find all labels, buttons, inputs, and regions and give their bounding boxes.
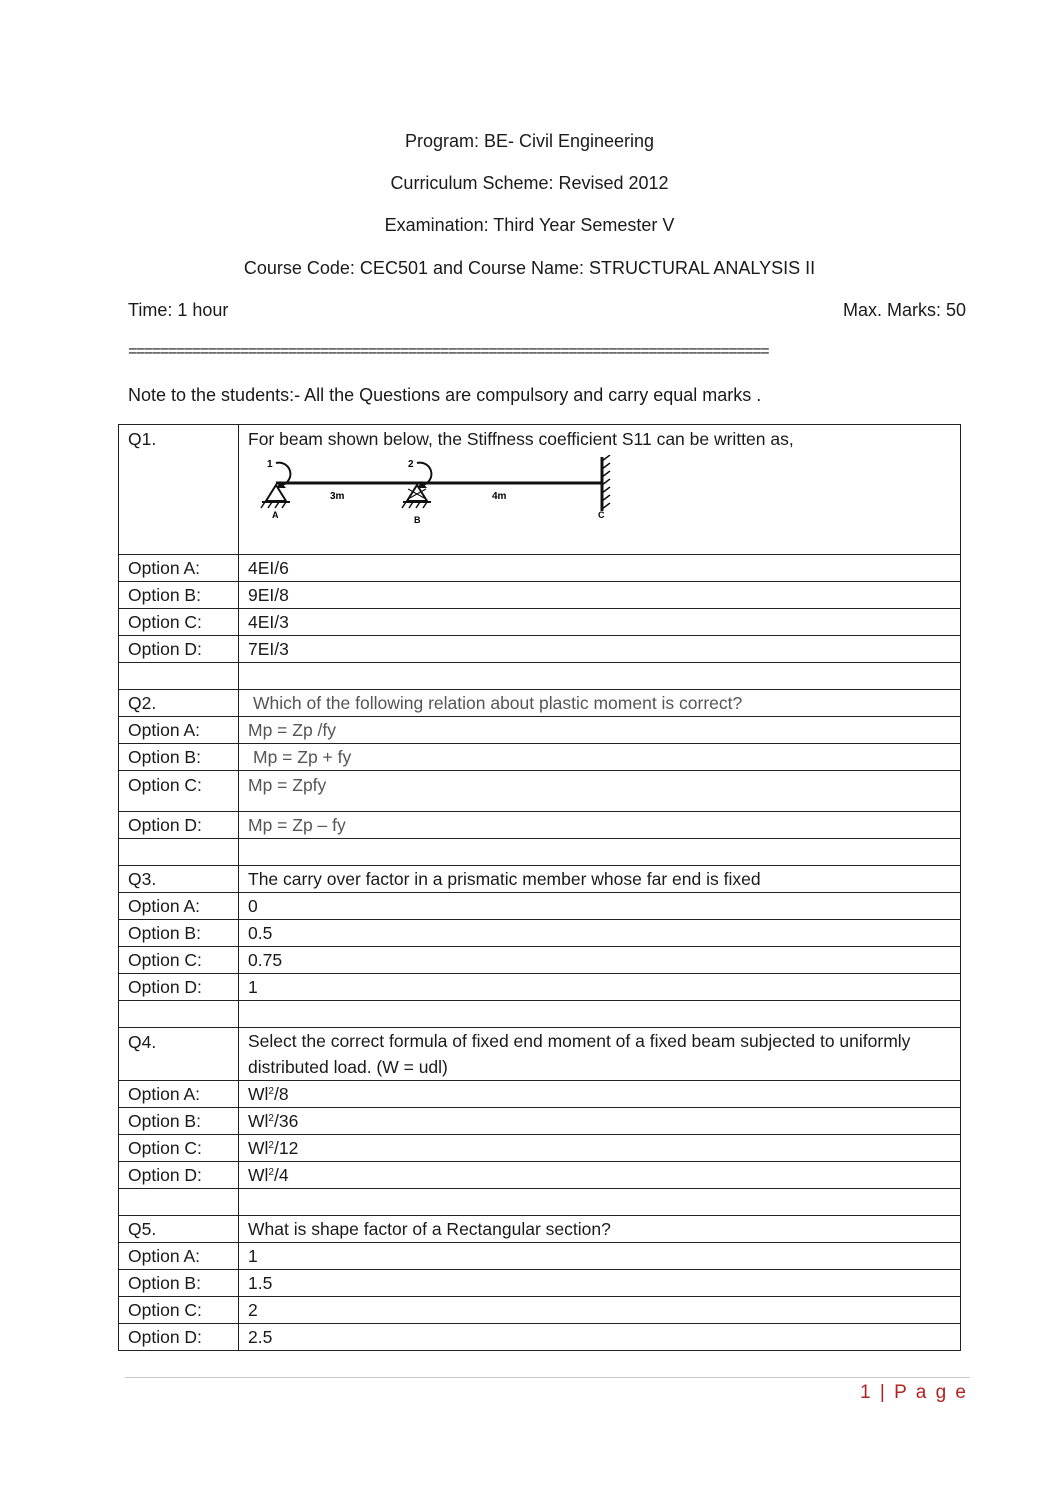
option-value: 1.5: [239, 1270, 961, 1297]
option-row: [119, 582, 961, 609]
question-label: Q3.: [119, 866, 239, 893]
option-value: 4EI/3: [239, 609, 961, 636]
option-label: Option C:: [119, 1135, 239, 1162]
footer-divider: [125, 1377, 970, 1378]
examination-line: Examination: Third Year Semester V: [384, 215, 675, 235]
separator-rule: ================================================================================: [128, 343, 769, 361]
option-row: [119, 947, 961, 974]
support-label-b: B: [414, 515, 421, 525]
question-row-q5: [119, 1216, 961, 1243]
option-row: [119, 717, 961, 744]
option-label: Option B:: [119, 920, 239, 947]
option-value: 9EI/8: [239, 582, 961, 609]
option-row: [119, 555, 961, 582]
question-text: For beam shown below, the Stiffness coefficient S11 can be written as,: [248, 429, 794, 449]
support-label-a: A: [272, 510, 279, 520]
option-row: [119, 1081, 961, 1108]
question-label: Q1.: [119, 425, 239, 555]
max-marks-label: Max. Marks: 50: [842, 300, 966, 320]
option-row: [119, 974, 961, 1001]
option-value: 4EI/6: [239, 555, 961, 582]
support-label-c: C: [598, 510, 605, 520]
question-table: [118, 424, 961, 1351]
question-row-q4: [119, 1028, 961, 1081]
option-label: Option A:: [119, 1081, 239, 1108]
option-label: Option B:: [119, 1108, 239, 1135]
question-row-q2: [119, 690, 961, 717]
option-value: Wl$^2$/12: [239, 1135, 961, 1162]
page-word: P a g e: [894, 1382, 968, 1403]
option-row: [119, 636, 961, 663]
option-label: Option B:: [119, 582, 239, 609]
option-row: [119, 920, 961, 947]
node-label-2: 2: [408, 459, 414, 470]
beam-diagram: [252, 455, 632, 535]
option-label: Option B:: [119, 1270, 239, 1297]
option-label: Option A:: [119, 717, 239, 744]
option-label: Option D:: [119, 1162, 239, 1189]
option-value: Mp = Zp /fy: [239, 717, 961, 744]
option-label: Option C:: [119, 1297, 239, 1324]
span-label-ab: 3m: [330, 491, 345, 502]
option-label: Option B:: [119, 744, 239, 771]
spacer-row: [119, 1001, 961, 1028]
option-label: Option D:: [119, 812, 239, 839]
option-value: Mp = Zp – fy: [239, 812, 961, 839]
option-row: [119, 1162, 961, 1189]
option-label: Option C:: [119, 609, 239, 636]
option-row: [119, 1270, 961, 1297]
question-row-q3: [119, 866, 961, 893]
question-text: The carry over factor in a prismatic member whose far end is fixed: [239, 866, 961, 893]
page-footer: [700, 1382, 968, 1404]
option-label: Option D:: [119, 974, 239, 1001]
option-row: [119, 893, 961, 920]
option-label: Option C:: [119, 947, 239, 974]
option-value: 0.5: [239, 920, 961, 947]
option-row: [119, 1324, 961, 1351]
page-number: 1: [860, 1382, 873, 1403]
question-label: Q4.: [119, 1028, 239, 1081]
spacer-row: [119, 1189, 961, 1216]
option-row: [119, 1243, 961, 1270]
option-value: 1: [239, 974, 961, 1001]
beam-figure: [252, 455, 960, 535]
option-label: Option D:: [119, 1324, 239, 1351]
question-label: Q2.: [119, 690, 239, 717]
spacer-row: [119, 839, 961, 866]
option-row: [119, 1108, 961, 1135]
option-row: [119, 1297, 961, 1324]
option-label: Option A:: [119, 555, 239, 582]
course-line: Course Code: CEC501 and Course Name: STRUCTURAL ANALYSIS II: [243, 258, 816, 278]
curriculum-scheme-line: Curriculum Scheme: Revised 2012: [390, 173, 669, 193]
option-value: Wl$^2$/8: [239, 1081, 961, 1108]
spacer-row: [119, 663, 961, 690]
option-value: Wl$^2$/36: [239, 1108, 961, 1135]
option-row: [119, 812, 961, 839]
option-row: [119, 1135, 961, 1162]
option-value: 0: [239, 893, 961, 920]
option-label: Option A:: [119, 893, 239, 920]
option-value: 0.75: [239, 947, 961, 974]
option-label: Option A:: [119, 1243, 239, 1270]
option-value: Mp = Zpfy: [239, 771, 961, 812]
option-value: 1: [239, 1243, 961, 1270]
option-value: 2: [239, 1297, 961, 1324]
span-label-bc: 4m: [492, 491, 507, 502]
question-text: Select the correct formula of fixed end moment of a fixed beam subjected to uniformly distributed load. (W = udl): [239, 1028, 961, 1081]
note-to-students: Note to the students:- All the Questions are compulsory and carry equal marks .: [128, 385, 762, 405]
option-value: Wl$^2$/4: [239, 1162, 961, 1189]
question-label: Q5.: [119, 1216, 239, 1243]
option-row: [119, 771, 961, 812]
option-row: [119, 609, 961, 636]
option-label: Option D:: [119, 636, 239, 663]
program-line: Program: BE- Civil Engineering: [404, 131, 655, 151]
option-row: [119, 744, 961, 771]
option-value: 2.5: [239, 1324, 961, 1351]
question-cell: [239, 425, 961, 555]
option-value: Mp = Zp + fy: [239, 744, 961, 771]
question-text: What is shape factor of a Rectangular section?: [239, 1216, 961, 1243]
option-label: Option C:: [119, 771, 239, 812]
footer-separator: |: [879, 1382, 887, 1403]
time-label: Time: 1 hour: [128, 300, 229, 320]
node-label-1: 1: [267, 459, 273, 470]
option-value: 7EI/3: [239, 636, 961, 663]
question-row-q1: [119, 425, 961, 555]
question-text: Which of the following relation about plastic moment is correct?: [239, 690, 961, 717]
